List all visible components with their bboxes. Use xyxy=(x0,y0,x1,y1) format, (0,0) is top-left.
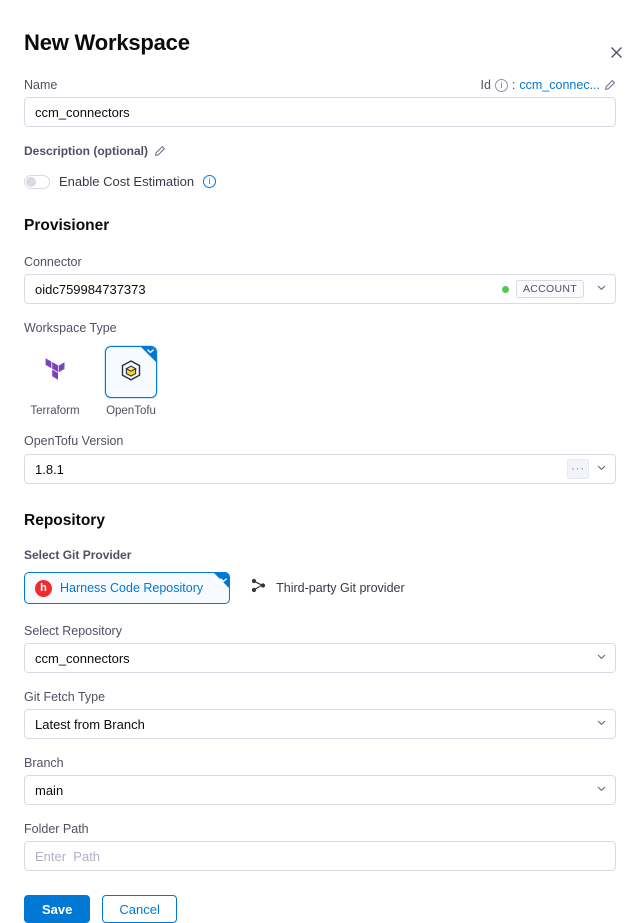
card-caption: OpenTofu xyxy=(106,405,156,417)
save-button[interactable]: Save xyxy=(24,895,90,923)
select-repository-label: Select Repository xyxy=(24,624,122,638)
workspace-type-option-opentofu[interactable] xyxy=(100,346,162,417)
version-more-button[interactable]: ··· xyxy=(567,459,589,479)
git-fetch-type-value: Latest from Branch xyxy=(35,716,145,732)
workspace-type-option-terraform[interactable] xyxy=(24,346,86,417)
repository-section-title: Repository xyxy=(24,512,105,529)
page-title: New Workspace xyxy=(24,30,190,55)
select-repository-value: ccm_connectors xyxy=(35,650,130,666)
branch-value: main xyxy=(35,782,64,798)
git-fetch-type-wrap[interactable] xyxy=(24,709,616,739)
connector-select-wrap[interactable] xyxy=(24,274,616,304)
description-row[interactable] xyxy=(24,144,616,158)
branch-wrap[interactable] xyxy=(24,775,616,805)
id-label: Id xyxy=(480,78,491,92)
terraform-icon xyxy=(42,356,68,389)
info-icon[interactable]: i xyxy=(495,79,508,92)
opentofu-version-label: OpenTofu Version xyxy=(24,434,124,448)
status-badge: ACCOUNT xyxy=(516,280,584,298)
provisioner-section-title: Provisioner xyxy=(24,217,110,234)
workspace-type-options xyxy=(24,346,616,417)
pencil-icon[interactable] xyxy=(604,79,616,91)
id-separator: : xyxy=(511,78,516,92)
select-repository-wrap[interactable] xyxy=(24,643,616,673)
enable-cost-estimation-toggle[interactable] xyxy=(24,175,50,189)
cancel-button[interactable]: Cancel xyxy=(102,895,176,923)
name-label: Name xyxy=(24,78,58,92)
opentofu-version-select[interactable] xyxy=(24,454,616,484)
git-fetch-type-label: Git Fetch Type xyxy=(24,690,106,704)
connector-label: Connector xyxy=(24,255,82,269)
provider-label: Harness Code Repository xyxy=(60,581,204,595)
harness-logo-icon: h xyxy=(35,580,52,597)
status-dot-icon xyxy=(502,286,509,293)
description-label: Description (optional) xyxy=(24,144,148,158)
name-input[interactable] xyxy=(24,97,616,127)
card-caption: Terraform xyxy=(30,405,80,417)
chevron-down-icon xyxy=(141,347,156,362)
branch-select[interactable] xyxy=(24,775,616,805)
connector-value: oidc759984737373 xyxy=(35,281,146,297)
select-repository-select[interactable] xyxy=(24,643,616,673)
git-provider-option-third-party[interactable] xyxy=(250,577,405,599)
new-workspace-dialog xyxy=(0,30,640,917)
workspace-id-display[interactable] xyxy=(480,78,616,92)
name-label-row xyxy=(24,78,616,92)
workspace-type-label: Workspace Type xyxy=(24,321,117,335)
opentofu-version-wrap[interactable] xyxy=(24,454,616,484)
branch-label: Branch xyxy=(24,756,64,770)
git-fork-icon xyxy=(250,577,267,599)
provider-label: Third-party Git provider xyxy=(276,581,405,595)
id-value[interactable]: ccm_connec... xyxy=(519,78,600,92)
select-git-provider-label: Select Git Provider xyxy=(24,548,132,562)
folder-path-input[interactable] xyxy=(24,841,616,871)
opentofu-version-value: 1.8.1 xyxy=(35,461,64,477)
folder-path-label: Folder Path xyxy=(24,822,89,836)
info-icon[interactable]: i xyxy=(203,175,216,188)
git-provider-option-harness[interactable] xyxy=(24,572,230,604)
chevron-down-icon xyxy=(219,573,228,589)
close-icon[interactable] xyxy=(604,40,628,64)
dialog-footer xyxy=(24,895,616,923)
git-provider-options xyxy=(24,572,616,604)
pencil-icon[interactable] xyxy=(154,145,166,157)
cost-estimation-label: Enable Cost Estimation xyxy=(59,174,195,189)
terraform-card[interactable] xyxy=(29,346,81,398)
git-fetch-type-select[interactable] xyxy=(24,709,616,739)
cost-estimation-row[interactable] xyxy=(24,174,616,189)
opentofu-card[interactable] xyxy=(105,346,157,398)
connector-status-group xyxy=(502,280,584,298)
